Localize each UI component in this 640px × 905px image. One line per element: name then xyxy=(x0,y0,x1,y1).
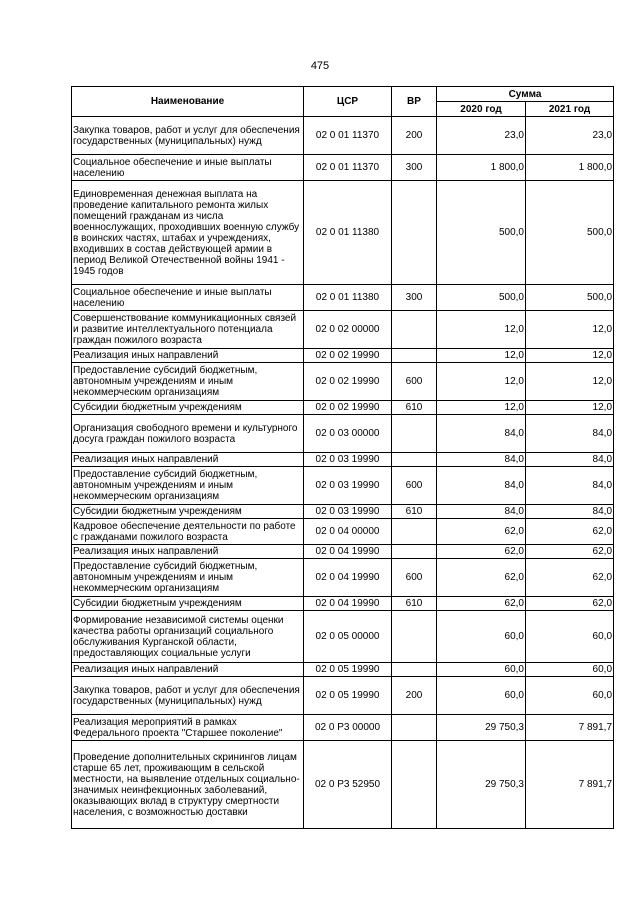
header-vr: ВР xyxy=(392,87,437,117)
table-row xyxy=(72,285,614,311)
row-csr: 02 0 04 19990 xyxy=(304,559,392,597)
row-csr: 02 0 02 19990 xyxy=(304,349,392,363)
row-sum-2020: 84,0 xyxy=(437,505,526,519)
row-name: Предоставление субсидий бюджетным, автономным учреждениям и иным некоммерческим организациям xyxy=(72,467,304,505)
row-vr: 600 xyxy=(392,559,437,597)
row-name: Субсидии бюджетным учреждениям xyxy=(72,505,304,519)
row-sum-2021: 84,0 xyxy=(526,453,614,467)
table-row xyxy=(72,415,614,453)
row-csr: 02 0 03 19990 xyxy=(304,505,392,519)
table-row xyxy=(72,715,614,741)
row-sum-2021: 84,0 xyxy=(526,505,614,519)
row-name: Организация свободного времени и культурного досуга граждан пожилого возраста xyxy=(72,415,304,453)
row-vr xyxy=(392,415,437,453)
row-name: Закупка товаров, работ и услуг для обеспечения государственных (муниципальных) нужд xyxy=(72,117,304,155)
table-row xyxy=(72,519,614,545)
header-year-2021: 2021 год xyxy=(526,102,614,117)
table-row xyxy=(72,677,614,715)
row-sum-2020: 12,0 xyxy=(437,311,526,349)
row-vr: 600 xyxy=(392,363,437,401)
row-csr: 02 0 02 00000 xyxy=(304,311,392,349)
row-sum-2021: 84,0 xyxy=(526,415,614,453)
row-sum-2021: 60,0 xyxy=(526,663,614,677)
header-csr: ЦСР xyxy=(304,87,392,117)
table-row xyxy=(72,467,614,505)
row-sum-2020: 84,0 xyxy=(437,415,526,453)
row-sum-2020: 62,0 xyxy=(437,545,526,559)
row-csr: 02 0 01 11370 xyxy=(304,117,392,155)
table-row xyxy=(72,597,614,611)
table-header xyxy=(72,87,614,117)
row-csr: 02 0 05 00000 xyxy=(304,611,392,663)
row-sum-2021: 12,0 xyxy=(526,363,614,401)
row-sum-2021: 1 800,0 xyxy=(526,155,614,181)
row-sum-2020: 84,0 xyxy=(437,467,526,505)
table-row xyxy=(72,545,614,559)
row-name: Предоставление субсидий бюджетным, автономным учреждениям и иным некоммерческим организациям xyxy=(72,363,304,401)
row-sum-2021: 7 891,7 xyxy=(526,715,614,741)
header-year-2020: 2020 год xyxy=(437,102,526,117)
row-name: Кадровое обеспечение деятельности по работе с гражданами пожилого возраста xyxy=(72,519,304,545)
table-row xyxy=(72,363,614,401)
row-csr: 02 0 P3 52950 xyxy=(304,741,392,829)
row-vr xyxy=(392,715,437,741)
row-name: Субсидии бюджетным учреждениям xyxy=(72,597,304,611)
row-csr: 02 0 03 00000 xyxy=(304,415,392,453)
row-vr: 600 xyxy=(392,467,437,505)
row-vr xyxy=(392,611,437,663)
row-sum-2020: 12,0 xyxy=(437,349,526,363)
row-sum-2020: 12,0 xyxy=(437,401,526,415)
row-vr xyxy=(392,453,437,467)
row-sum-2021: 62,0 xyxy=(526,545,614,559)
row-sum-2021: 23,0 xyxy=(526,117,614,155)
header-sum: Сумма xyxy=(437,87,614,102)
row-vr: 200 xyxy=(392,117,437,155)
row-name: Социальное обеспечение и иные выплаты населению xyxy=(72,285,304,311)
row-sum-2020: 29 750,3 xyxy=(437,741,526,829)
row-sum-2020: 23,0 xyxy=(437,117,526,155)
row-sum-2021: 62,0 xyxy=(526,597,614,611)
row-vr: 200 xyxy=(392,677,437,715)
row-vr xyxy=(392,181,437,285)
row-name: Реализация мероприятий в рамках Федерального проекта "Старшее поколение" xyxy=(72,715,304,741)
row-vr xyxy=(392,519,437,545)
row-name: Реализация иных направлений xyxy=(72,663,304,677)
row-sum-2021: 60,0 xyxy=(526,611,614,663)
row-vr: 610 xyxy=(392,505,437,519)
row-name: Реализация иных направлений xyxy=(72,453,304,467)
row-name: Проведение дополнительных скринингов лицам старше 65 лет, проживающим в сельской местности, на выявление отдельных социально-значимых неинфекционных заболеваний, оказывающих вклад в структуру смертности населения, с возможностью доставки xyxy=(72,741,304,829)
row-sum-2021: 12,0 xyxy=(526,349,614,363)
row-name: Закупка товаров, работ и услуг для обеспечения государственных (муниципальных) нужд xyxy=(72,677,304,715)
row-sum-2020: 1 800,0 xyxy=(437,155,526,181)
row-name: Формирование независимой системы оценки качества работы организаций социального обслуживания Курганской области, предоставляющих социальные услуги xyxy=(72,611,304,663)
row-csr: 02 0 P3 00000 xyxy=(304,715,392,741)
row-sum-2020: 500,0 xyxy=(437,181,526,285)
row-vr: 610 xyxy=(392,597,437,611)
row-sum-2020: 60,0 xyxy=(437,663,526,677)
row-sum-2020: 84,0 xyxy=(437,453,526,467)
row-vr: 300 xyxy=(392,155,437,181)
row-csr: 02 0 03 19990 xyxy=(304,467,392,505)
table-row xyxy=(72,349,614,363)
row-name: Социальное обеспечение и иные выплаты населению xyxy=(72,155,304,181)
table-row xyxy=(72,505,614,519)
row-name: Совершенствование коммуникационных связей и развитие интеллектуального потенциала граждан пожилого возраста xyxy=(72,311,304,349)
page-number: 475 xyxy=(310,60,330,72)
row-vr: 610 xyxy=(392,401,437,415)
row-csr: 02 0 05 19990 xyxy=(304,663,392,677)
row-sum-2021: 84,0 xyxy=(526,467,614,505)
row-vr xyxy=(392,311,437,349)
row-vr xyxy=(392,545,437,559)
table-row xyxy=(72,663,614,677)
row-name: Единовременная денежная выплата на проведение капитального ремонта жилых помещений гражданам из числа военнослужащих, проходивших военную службу в воинских частях, штабах и учреждениях, входивших в состав действующей армии в период Великой Отечественной войны 1941 - 1945 годов xyxy=(72,181,304,285)
row-vr: 300 xyxy=(392,285,437,311)
table-row xyxy=(72,181,614,285)
row-csr: 02 0 03 19990 xyxy=(304,453,392,467)
row-sum-2020: 29 750,3 xyxy=(437,715,526,741)
table-body xyxy=(72,117,614,829)
row-csr: 02 0 02 19990 xyxy=(304,363,392,401)
row-sum-2020: 62,0 xyxy=(437,519,526,545)
row-csr: 02 0 01 11380 xyxy=(304,285,392,311)
table-row xyxy=(72,741,614,829)
row-vr xyxy=(392,741,437,829)
table-row xyxy=(72,611,614,663)
row-sum-2021: 60,0 xyxy=(526,677,614,715)
table-row xyxy=(72,401,614,415)
row-csr: 02 0 04 19990 xyxy=(304,545,392,559)
row-sum-2020: 60,0 xyxy=(437,611,526,663)
table-row xyxy=(72,559,614,597)
row-sum-2020: 500,0 xyxy=(437,285,526,311)
row-name: Реализация иных направлений xyxy=(72,349,304,363)
row-csr: 02 0 02 19990 xyxy=(304,401,392,415)
row-csr: 02 0 04 00000 xyxy=(304,519,392,545)
row-csr: 02 0 01 11380 xyxy=(304,181,392,285)
row-sum-2021: 12,0 xyxy=(526,311,614,349)
table-row xyxy=(72,311,614,349)
row-sum-2021: 62,0 xyxy=(526,559,614,597)
row-name: Субсидии бюджетным учреждениям xyxy=(72,401,304,415)
row-csr: 02 0 01 11370 xyxy=(304,155,392,181)
row-sum-2021: 500,0 xyxy=(526,285,614,311)
budget-table xyxy=(71,86,614,829)
table-row xyxy=(72,117,614,155)
row-sum-2021: 7 891,7 xyxy=(526,741,614,829)
row-sum-2021: 12,0 xyxy=(526,401,614,415)
table-row xyxy=(72,155,614,181)
row-sum-2020: 60,0 xyxy=(437,677,526,715)
row-name: Реализация иных направлений xyxy=(72,545,304,559)
row-name: Предоставление субсидий бюджетным, автономным учреждениям и иным некоммерческим организациям xyxy=(72,559,304,597)
row-sum-2020: 62,0 xyxy=(437,559,526,597)
row-vr xyxy=(392,349,437,363)
row-csr: 02 0 04 19990 xyxy=(304,597,392,611)
row-sum-2020: 12,0 xyxy=(437,363,526,401)
table-row xyxy=(72,453,614,467)
row-sum-2020: 62,0 xyxy=(437,597,526,611)
header-name: Наименование xyxy=(72,87,304,117)
row-vr xyxy=(392,663,437,677)
row-csr: 02 0 05 19990 xyxy=(304,677,392,715)
row-sum-2021: 500,0 xyxy=(526,181,614,285)
row-sum-2021: 62,0 xyxy=(526,519,614,545)
